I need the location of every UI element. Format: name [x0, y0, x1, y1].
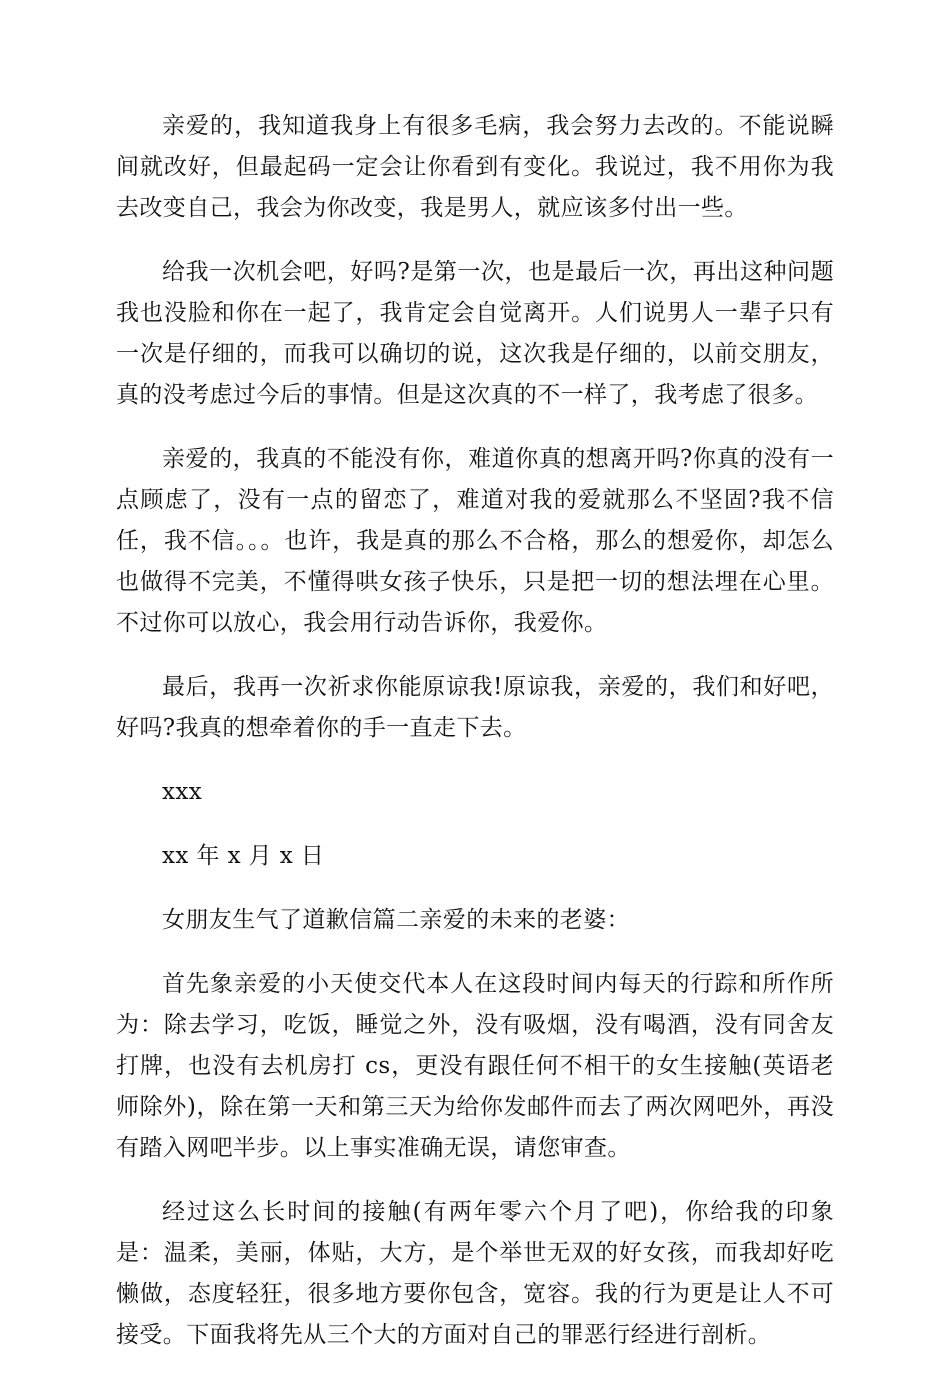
section-heading: 女朋友生气了道歉信篇二亲爱的未来的老婆： [162, 907, 630, 933]
document-page [116, 106, 834, 1379]
paragraph: 给我一次机会吧，好吗?是第一次，也是最后一次，再出这种问题我也没脸和你在一起了，我肯定会自觉离开。人们说男人一辈子只有一次是仔细的，而我可以确切的说，这次我是仔细的，以前交朋友，真的没考虑过今后的事情。但是这次真的不一样了，我考虑了很多。 [116, 259, 834, 408]
date-line: xx 年 x 月 x 日 [162, 843, 325, 869]
paragraph: 亲爱的，我真的不能没有你，难道你真的想离开吗?你真的没有一点顾虑了，没有一点的留恋了，难道对我的爱就那么不坚固?我不信任，我不信。。。也许，我是真的那么不合格，那么的想爱你，却怎么也做得不完美，不懂得哄女孩子快乐，只是把一切的想法埋在心里。不过你可以放心，我会用行动告诉你，我爱你。 [116, 446, 834, 636]
paragraph: 亲爱的，我知道我身上有很多毛病，我会努力去改的。不能说瞬间就改好，但最起码一定会让你看到有变化。我说过，我不用你为我去改变自己，我会为你改变，我是男人，就应该多付出一些。 [116, 113, 834, 221]
paragraph: 首先象亲爱的小天使交代本人在这段时间内每天的行踪和所作所为：除去学习，吃饭，睡觉之外，没有吸烟，没有喝酒，没有同舍友打牌，也没有去机房打 cs，更没有跟任何不相干的女生接触(英语老师除外)，除在第一天和第三天为给你发邮件而去了两次网吧外，再没有踏入网吧半步。以上事实准确无误，请您审查。 [116, 971, 834, 1161]
paragraph: 经过这么长时间的接触(有两年零六个月了吧)，你给我的印象是：温柔，美丽，体贴，大方，是个举世无双的好女孩，而我却好吃懒做，态度轻狂，很多地方要你包含，宽容。我的行为更是让人不可接受。下面我将先从三个大的方面对自己的罪恶行经进行剖析。 [116, 1199, 834, 1348]
signature: xxx [162, 779, 203, 805]
paragraph: 最后，我再一次祈求你能原谅我!原谅我，亲爱的，我们和好吧，好吗?我真的想牵着你的手一直走下去。 [116, 674, 834, 741]
